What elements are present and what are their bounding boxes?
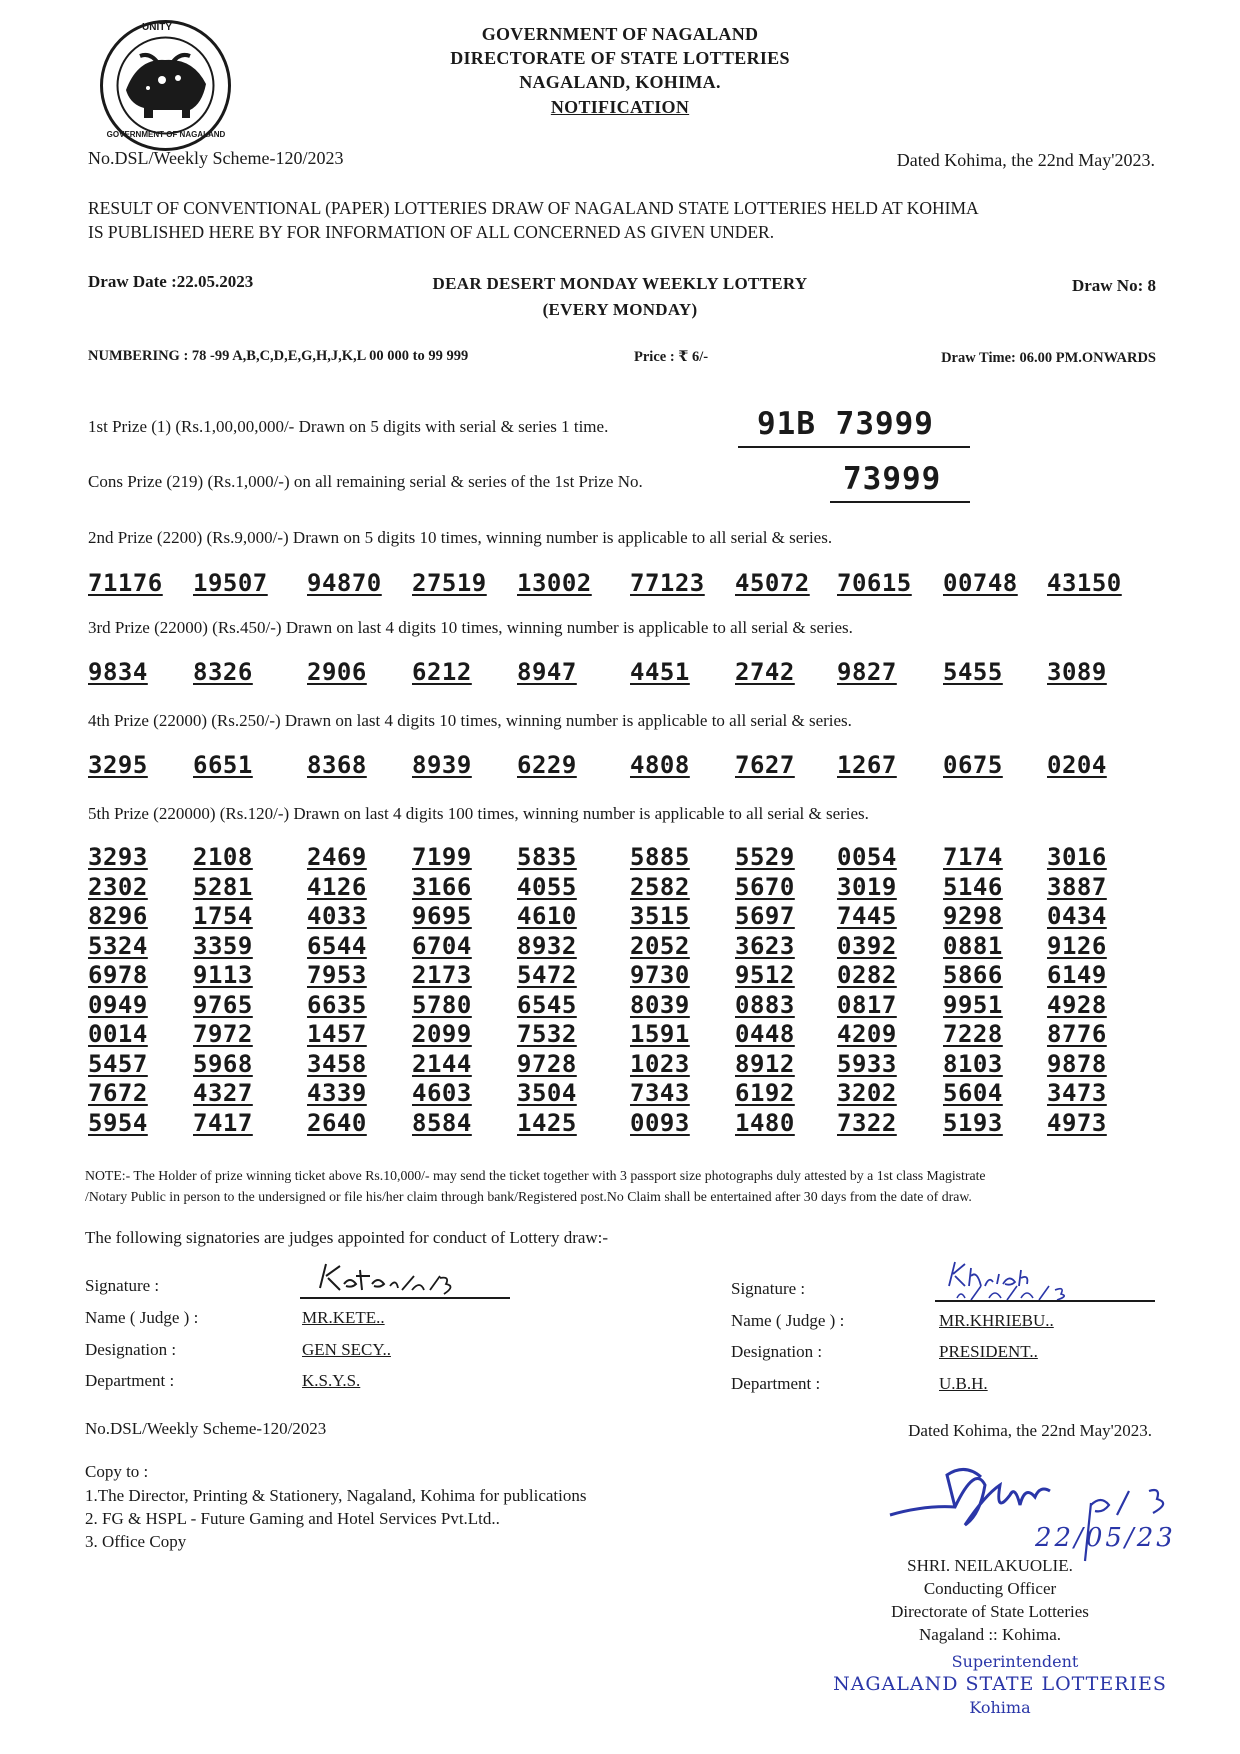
- fifth-prize-number: 6545: [517, 990, 577, 1019]
- second-prize-number: 43150: [1047, 569, 1122, 597]
- fifth-prize-number: 0282: [837, 961, 897, 989]
- fifth-prize-number: 5146: [943, 872, 1003, 901]
- fifth-prize-number: 4055: [517, 872, 577, 901]
- fifth-prize-label: 5th Prize (220000) (Rs.120/-) Drawn on last 4 digits 100 times, winning number is applicable to all serial & series.: [88, 804, 869, 823]
- third-prize-number: 2906: [307, 658, 367, 686]
- fifth-prize-number: 0883: [735, 990, 795, 1019]
- second-prize-number: 00748: [943, 569, 1018, 597]
- fifth-prize-number: 5324: [88, 931, 148, 960]
- fifth-prize-number: 5885: [630, 843, 690, 871]
- first-prize-label: 1st Prize (1) (Rs.1,00,00,000/- Drawn on 5 digits with serial & series 1 time.: [88, 417, 609, 436]
- fifth-prize-number: 6635: [307, 990, 367, 1019]
- draw-date: Draw Date :22.05.2023: [88, 272, 254, 291]
- judge1-name-label: Name ( Judge ) :: [85, 1308, 199, 1327]
- fifth-prize-number: 5866: [943, 961, 1003, 989]
- cons-prize-number: 73999: [843, 461, 942, 497]
- fifth-prize-number: 1591: [630, 1020, 690, 1048]
- lottery-frequency: (EVERY MONDAY): [542, 300, 698, 319]
- third-prize-number: 9834: [88, 658, 148, 686]
- judge2-department-label: Department :: [731, 1374, 821, 1393]
- officer-org: Directorate of State Lotteries: [891, 1602, 1089, 1621]
- fifth-prize-number: 3515: [630, 902, 690, 930]
- fifth-prize-number: 4033: [307, 902, 367, 930]
- fourth-prize-number: 3295: [88, 751, 148, 779]
- draw-time: Draw Time: 06.00 PM.ONWARDS: [941, 350, 1156, 366]
- judge1-designation-label: Designation :: [85, 1340, 177, 1359]
- fifth-prize-number: 0881: [943, 931, 1003, 960]
- header-line2: DIRECTORATE OF STATE LOTTERIES: [450, 48, 790, 68]
- copy-title: Copy to :: [85, 1462, 149, 1481]
- third-prize-number: 8326: [193, 658, 253, 686]
- ticket-price: Price : ₹ 6/-: [634, 349, 709, 365]
- fifth-prize-number: 4928: [1047, 990, 1107, 1019]
- fifth-prize-number: 1023: [630, 1049, 690, 1078]
- fifth-prize-number: 1425: [517, 1108, 577, 1137]
- judge2-designation: PRESIDENT..: [939, 1342, 1038, 1361]
- judge2-signature-label: Signature :: [731, 1279, 806, 1298]
- fifth-prize-number: 5670: [735, 872, 795, 901]
- second-prize-number: 27519: [412, 569, 487, 597]
- fifth-prize-number: 9728: [517, 1049, 577, 1078]
- fifth-prize-number: 2302: [88, 872, 148, 901]
- third-prize-number: 3089: [1047, 658, 1107, 686]
- numbering-info: NUMBERING : 78 -99 A,B,C,D,E,G,H,J,K,L 00 000 to 99 999: [88, 348, 469, 364]
- fifth-prize-number: 9765: [193, 990, 253, 1019]
- seal-bottom-text: GOVERNMENT OF NAGALAND: [106, 130, 226, 139]
- fifth-prize-number: 4126: [307, 872, 367, 901]
- fifth-prize-number: 5968: [193, 1049, 253, 1078]
- fifth-prize-number: 6544: [307, 931, 367, 960]
- header-line3: NAGALAND, KOHIMA.: [519, 72, 721, 92]
- fifth-prize-number: 4339: [307, 1079, 367, 1107]
- fifth-prize-number: 7199: [412, 843, 472, 871]
- draw-number: Draw No: 8: [1071, 276, 1156, 295]
- fifth-prize-number: 3293: [88, 843, 148, 871]
- fifth-prize-number: 9695: [412, 902, 472, 930]
- fifth-prize-number: 9951: [943, 990, 1003, 1019]
- fifth-prize-number: 4973: [1047, 1108, 1107, 1137]
- officer-signature: [885, 1455, 1215, 1565]
- fifth-prize-number: 3016: [1047, 843, 1107, 871]
- cons-prize-rule: [830, 501, 970, 503]
- intro-line1: RESULT OF CONVENTIONAL (PAPER) LOTTERIES DRAW OF NAGALAND STATE LOTTERIES HELD AT KOHIMA: [88, 198, 979, 218]
- fifth-prize-number: 5281: [193, 872, 253, 901]
- fourth-prize-number: 6651: [193, 751, 253, 779]
- fifth-prize-number: 2052: [630, 931, 690, 960]
- fifth-prize-number: 1754: [193, 902, 253, 930]
- first-prize-rule: [738, 446, 970, 448]
- fifth-prize-number: 9126: [1047, 931, 1107, 960]
- fifth-prize-number: 3202: [837, 1079, 897, 1107]
- fourth-prize-number: 4808: [630, 751, 690, 779]
- fifth-prize-number: 5193: [943, 1108, 1003, 1137]
- judge2-name-label: Name ( Judge ) :: [731, 1311, 845, 1330]
- fifth-prize-number: 6192: [735, 1079, 795, 1107]
- fifth-prize-number: 2173: [412, 961, 472, 989]
- fifth-prize-number: 0448: [735, 1020, 795, 1048]
- fourth-prize-number: 6229: [517, 751, 577, 779]
- official-stamp: [820, 1652, 1180, 1717]
- fifth-prize-number: 3504: [517, 1079, 577, 1107]
- fifth-prize-number: 8776: [1047, 1020, 1107, 1048]
- second-prize-number: 71176: [88, 569, 163, 597]
- fifth-prize-number: 2469: [307, 843, 367, 871]
- judge2-name: MR.KHRIEBU..: [939, 1311, 1054, 1330]
- fifth-prize-number: 4603: [412, 1079, 472, 1107]
- fifth-prize-number: 8584: [412, 1108, 472, 1137]
- fifth-prize-number: 6149: [1047, 961, 1107, 989]
- fifth-prize-number: 1457: [307, 1020, 367, 1048]
- stamp-organization: NAGALAND STATE LOTTERIES: [833, 1673, 1167, 1695]
- fifth-prize-number: 5835: [517, 843, 577, 871]
- fifth-prize-number: 5604: [943, 1079, 1003, 1107]
- judge1-signature-label: Signature :: [85, 1276, 160, 1295]
- fifth-prize-number: 6978: [88, 961, 148, 989]
- intro-line2: IS PUBLISHED HERE BY FOR INFORMATION OF ALL CONCERNED AS GIVEN UNDER.: [88, 222, 775, 242]
- copy-item-2: 2. FG & HSPL - Future Gaming and Hotel Services Pvt.Ltd..: [85, 1509, 500, 1528]
- fourth-prize-number: 8368: [307, 751, 367, 779]
- fourth-prize-number: 0675: [943, 751, 1003, 779]
- fifth-prize-number: 5457: [88, 1049, 148, 1078]
- stamp-superintendent: Superintendent: [951, 1652, 1079, 1671]
- officer-signature-date: 22/05/23: [1035, 1523, 1176, 1553]
- seal-top-text: UNITY: [142, 22, 172, 33]
- fifth-prize-number: 7343: [630, 1079, 690, 1107]
- fifth-prize-number: 5529: [735, 843, 795, 871]
- fifth-prize-number: 4610: [517, 902, 577, 930]
- dated-line-footer: Dated Kohima, the 22nd May'2023.: [908, 1421, 1152, 1440]
- header-line1: GOVERNMENT OF NAGALAND: [481, 24, 759, 44]
- fifth-prize-number: 8103: [943, 1049, 1003, 1078]
- judge1-department-label: Department :: [85, 1371, 175, 1390]
- fifth-prize-number: 2582: [630, 872, 690, 901]
- fifth-prize-number: 8296: [88, 902, 148, 930]
- fifth-prize-number: 3359: [193, 931, 253, 960]
- fifth-prize-number: 2144: [412, 1049, 472, 1078]
- judge1-designation: GEN SECY..: [302, 1340, 391, 1359]
- fifth-prize-number: 2108: [193, 843, 253, 871]
- fifth-prize-number: 7174: [943, 843, 1003, 871]
- third-prize-number: 8947: [517, 658, 577, 686]
- fifth-prize-number: 3473: [1047, 1079, 1107, 1107]
- officer-title: Conducting Officer: [923, 1579, 1057, 1598]
- second-prize-number: 45072: [735, 569, 810, 597]
- judge2-signature: [935, 1256, 1155, 1302]
- fifth-prize-number: 9512: [735, 961, 795, 989]
- fifth-prize-number: 7972: [193, 1020, 253, 1048]
- judge2-signature-line: [935, 1300, 1155, 1302]
- judge2-department: U.B.H.: [939, 1374, 988, 1393]
- fifth-prize-number: 7532: [517, 1020, 577, 1048]
- second-prize-number: 77123: [630, 569, 705, 597]
- fifth-prize-number: 3887: [1047, 872, 1107, 901]
- fifth-prize-number: 7445: [837, 902, 897, 930]
- cons-prize-label: Cons Prize (219) (Rs.1,000/-) on all remaining serial & series of the 1st Prize No.: [88, 472, 643, 491]
- judges-intro: The following signatories are judges appointed for conduct of Lottery draw:-: [85, 1228, 609, 1247]
- judge1-name: MR.KETE..: [302, 1308, 385, 1327]
- judge1-department: K.S.Y.S.: [302, 1371, 361, 1390]
- fourth-prize-number: 0204: [1047, 751, 1107, 779]
- fifth-prize-number: 7953: [307, 961, 367, 989]
- fifth-prize-number: 0434: [1047, 902, 1107, 930]
- fourth-prize-number: 1267: [837, 751, 897, 779]
- fourth-prize-number: 8939: [412, 751, 472, 779]
- fourth-prize-number: 7627: [735, 751, 795, 779]
- fifth-prize-number: 0014: [88, 1020, 148, 1048]
- fifth-prize-number: 8932: [517, 931, 577, 960]
- third-prize-number: 6212: [412, 658, 472, 686]
- header-notification: NOTIFICATION: [550, 97, 690, 117]
- fifth-prize-number: 5697: [735, 902, 795, 930]
- fifth-prize-number: 0949: [88, 990, 148, 1019]
- stamp-location: Kohima: [969, 1698, 1031, 1717]
- second-prize-number: 70615: [837, 569, 912, 597]
- officer-name: SHRI. NEILAKUOLIE.: [907, 1556, 1073, 1575]
- fifth-prize-number: 8912: [735, 1049, 795, 1078]
- judge2-designation-label: Designation :: [731, 1342, 823, 1361]
- fifth-prize-number: 8039: [630, 990, 690, 1019]
- fifth-prize-number: 7417: [193, 1108, 253, 1137]
- second-prize-number: 19507: [193, 569, 268, 597]
- fifth-prize-number: 3166: [412, 872, 472, 901]
- judge1-signature-line: [300, 1297, 510, 1299]
- fifth-prize-number: 6704: [412, 931, 472, 960]
- fifth-prize-number: 5780: [412, 990, 472, 1019]
- third-prize-number: 9827: [837, 658, 897, 686]
- fifth-prize-number: 9113: [193, 961, 253, 989]
- fifth-prize-number: 2099: [412, 1020, 472, 1048]
- fifth-prize-number: 1480: [735, 1108, 795, 1137]
- fifth-prize-number: 5933: [837, 1049, 897, 1078]
- first-prize-number: 91B 73999: [757, 406, 934, 442]
- fifth-prize-number: 9298: [943, 902, 1003, 930]
- copy-item-3: 3. Office Copy: [85, 1532, 187, 1551]
- officer-place: Nagaland :: Kohima.: [918, 1625, 1062, 1644]
- fifth-prize-number: 7228: [943, 1020, 1003, 1048]
- fifth-prize-number: 3458: [307, 1049, 367, 1078]
- fifth-prize-number: 5954: [88, 1108, 148, 1137]
- fifth-prize-number: 0054: [837, 843, 897, 871]
- reference-number: No.DSL/Weekly Scheme-120/2023: [88, 148, 344, 168]
- fifth-prize-number: 9878: [1047, 1049, 1107, 1078]
- note-line2: /Notary Public in person to the undersigned or file his/her claim through bank/Registered post.No Claim shall be entertained after 30 days from the date of draw.: [85, 1189, 972, 1204]
- reference-number-footer: No.DSL/Weekly Scheme-120/2023: [85, 1419, 327, 1438]
- third-prize-number: 4451: [630, 658, 690, 686]
- fifth-prize-number: 7672: [88, 1079, 148, 1107]
- third-prize-label: 3rd Prize (22000) (Rs.450/-) Drawn on last 4 digits 10 times, winning number is applicable to all serial & series.: [88, 618, 853, 637]
- second-prize-number: 13002: [517, 569, 592, 597]
- note-line1: NOTE:- The Holder of prize winning ticket above Rs.10,000/- may send the ticket together with 3 passport size photographs duly attested by a 1st class Magistrate: [85, 1168, 986, 1183]
- fourth-prize-label: 4th Prize (22000) (Rs.250/-) Drawn on last 4 digits 10 times, winning number is applicable to all serial & series.: [88, 711, 852, 730]
- fifth-prize-number: 0392: [837, 931, 897, 960]
- fifth-prize-number: 4209: [837, 1020, 897, 1048]
- fifth-prize-number: 4327: [193, 1079, 253, 1107]
- judge1-signature: [300, 1256, 510, 1302]
- third-prize-number: 2742: [735, 658, 795, 686]
- fifth-prize-number: 9730: [630, 961, 690, 989]
- officer-block: [840, 1556, 1140, 1645]
- second-prize-label: 2nd Prize (2200) (Rs.9,000/-) Drawn on 5 digits 10 times, winning number is applicable to all serial & series.: [88, 528, 833, 547]
- fifth-prize-number: 0093: [630, 1108, 690, 1137]
- copy-item-1: 1.The Director, Printing & Stationery, Nagaland, Kohima for publications: [85, 1486, 587, 1505]
- fifth-prize-number: 7322: [837, 1108, 897, 1137]
- fifth-prize-number: 5472: [517, 961, 577, 989]
- fifth-prize-number: 3623: [735, 931, 795, 960]
- third-prize-number: 5455: [943, 658, 1003, 686]
- dated-line: Dated Kohima, the 22nd May'2023.: [896, 150, 1155, 170]
- second-prize-number: 94870: [307, 569, 382, 597]
- fifth-prize-number: 0817: [837, 990, 897, 1019]
- fifth-prize-number: 3019: [837, 872, 897, 901]
- fifth-prize-number: 2640: [307, 1108, 367, 1137]
- lottery-name: DEAR DESERT MONDAY WEEKLY LOTTERY: [432, 274, 808, 293]
